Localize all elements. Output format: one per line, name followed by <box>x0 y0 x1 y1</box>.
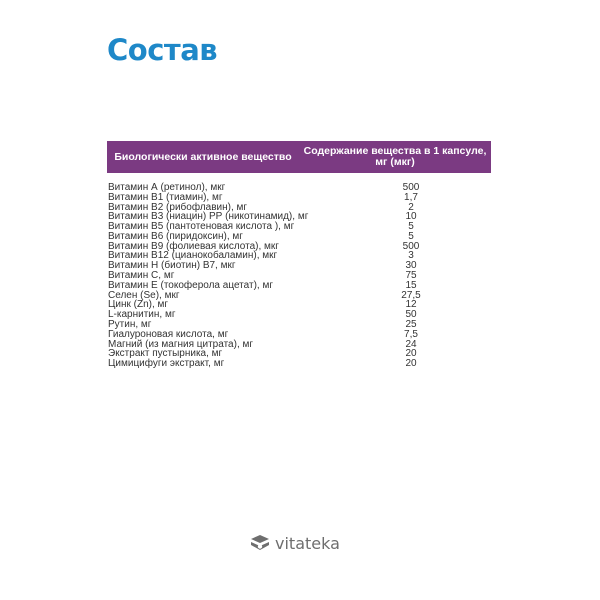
composition-table <box>108 183 490 369</box>
substance-name: Цинк (Zn), мг <box>108 299 169 311</box>
substance-amount: 500 <box>402 240 420 252</box>
substance-name: Рутин, мг <box>108 319 152 331</box>
header-substance: Биологически активное вещество <box>114 150 292 163</box>
substance-name: Витамин В5 (пантотеновая кислота ), мг <box>108 221 295 233</box>
substance-amount: 75 <box>405 270 417 282</box>
substance-name: Цимицифуги экстракт, мг <box>108 358 225 370</box>
substance-name: Гиалуроновая кислота, мг <box>108 328 229 340</box>
substance-amount: 7,5 <box>404 328 418 340</box>
table-row <box>108 310 490 320</box>
substance-amount: 20 <box>405 348 417 360</box>
substance-name: Витамин В12 (цианокобаламин), мкг <box>108 250 278 262</box>
substance-amount: 25 <box>405 319 417 331</box>
table-header <box>107 141 491 173</box>
substance-amount: 1,7 <box>404 191 418 203</box>
substance-name: Витамин В2 (рибофлавин), мг <box>108 201 248 213</box>
substance-name: Витамин В6 (пиридоксин), мг <box>108 230 243 242</box>
substance-amount: 50 <box>405 309 417 321</box>
substance-name: Экстракт пустырника, мг <box>108 348 223 360</box>
vitateka-logo <box>248 531 340 555</box>
substance-amount: 20 <box>405 358 417 370</box>
substance-amount: 15 <box>405 279 417 291</box>
substance-name: Селен (Se), мкг <box>108 289 180 301</box>
substance-name: Витамин А (ретинол), мкг <box>108 181 226 193</box>
logo-text: vitateka <box>275 533 340 553</box>
substance-name: Витамин Е (токоферола ацетат), мг <box>108 279 273 291</box>
substance-name: Витамин В9 (фолиевая кислота), мкг <box>108 240 279 252</box>
substance-name: Витамин С, мг <box>108 270 175 282</box>
substance-name: L-карнитин, мг <box>108 309 176 321</box>
substance-amount: 2 <box>408 201 414 213</box>
substance-amount: 27,5 <box>401 289 421 301</box>
substance-name: Магний (из магния цитрата), мг <box>108 338 254 350</box>
substance-amount: 24 <box>405 338 417 350</box>
page-title: Состав <box>107 33 218 67</box>
header-content: Содержание вещества в 1 капсуле, мг (мкг) <box>303 145 487 168</box>
substance-amount: 3 <box>408 250 414 262</box>
substance-amount: 12 <box>405 299 417 311</box>
vitateka-logo-icon <box>248 531 272 555</box>
substance-amount: 5 <box>408 221 414 233</box>
substance-name: Витамин В3 (ниацин) РР (никотинамид), мг <box>108 211 309 223</box>
table-row <box>108 359 490 369</box>
substance-amount: 10 <box>405 211 417 223</box>
substance-amount: 500 <box>402 181 420 193</box>
substance-name: Витамин Н (биотин) В7, мкг <box>108 260 236 272</box>
substance-amount: 30 <box>405 260 417 272</box>
substance-name: Витамин В1 (тиамин), мг <box>108 191 223 203</box>
substance-amount: 5 <box>408 230 414 242</box>
